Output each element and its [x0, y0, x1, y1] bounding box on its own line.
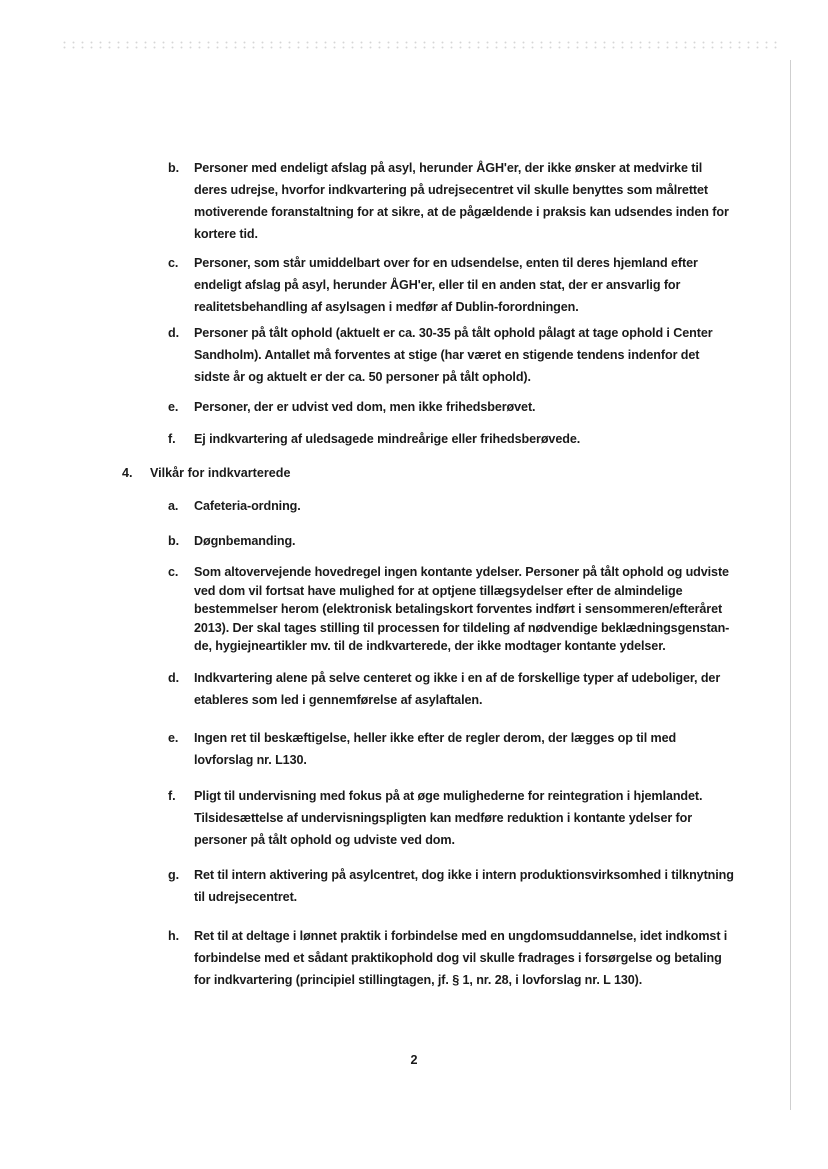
list-item-label: a. — [168, 499, 179, 513]
text-line: til udrejsecentret. — [194, 890, 298, 904]
list-item — [168, 428, 581, 450]
text-line: Indkvartering alene på selve centeret og ikke i en af de forskellige typer af udeboliger, der — [194, 671, 721, 685]
list-item-label: e. — [168, 731, 179, 745]
text-line: Personer, som står umiddelbart over for en udsendelse, enten til deres hjemland efter — [194, 256, 698, 270]
text-line: Pligt til undervisning med fokus på at øge mulighederne for reintegration i hjemlandet. — [194, 789, 703, 803]
list-item — [168, 727, 677, 771]
text-line: de, hygiejneartikler mv. til de indkvarterede, der ikke modtager kontante ydelser. — [194, 639, 666, 653]
text-line: Sandholm). Antallet må forventes at stige (har været en stigende tendens indenfor det — [194, 348, 700, 362]
list-item-label: f. — [168, 432, 176, 446]
text-line: Ingen ret til beskæftigelse, heller ikke efter de regler derom, der lægges op til med — [194, 731, 677, 745]
list-item — [168, 864, 734, 908]
section-heading — [122, 462, 290, 484]
text-line: Tilsidesættelse af undervisningspligten kan medføre reduktion i kontante ydelser for — [194, 811, 693, 825]
text-line: Personer med endeligt afslag på asyl, herunder ÅGH'er, der ikke ønsker at medvirke til — [194, 161, 703, 175]
list-item — [168, 157, 729, 245]
text-line: lovforslag nr. L130. — [194, 753, 307, 767]
list-item — [168, 530, 296, 552]
list-item — [168, 667, 721, 711]
text-line: bestemmelser herom (elektronisk betalingskort forventes indført i sensommeren/efteråret — [194, 602, 723, 616]
list-item-label: c. — [168, 256, 179, 270]
list-item — [168, 563, 730, 656]
text-line: Ej indkvartering af uledsagede mindreårige eller frihedsberøvede. — [194, 432, 581, 446]
text-line: Døgnbemanding. — [194, 534, 296, 548]
text-line: endeligt afslag på asyl, herunder ÅGH'er, eller til en anden stat, der er ansvarlig for — [194, 278, 681, 292]
text-line: 2013). Der skal tages stilling til processen for tildeling af nødvendige beklædningsgenstan- — [194, 620, 730, 635]
list-item-label: f. — [168, 789, 176, 803]
list-item-label: h. — [168, 929, 179, 943]
text-line: Personer på tålt ophold (aktuelt er ca. 30-35 på tålt ophold pålagt at tage ophold i Center — [194, 326, 713, 340]
list-item — [168, 495, 301, 517]
text-line: Ret til at deltage i lønnet praktik i forbindelse med en ungdomsuddannelse, idet indkomst i — [194, 929, 728, 943]
list-item — [168, 785, 703, 851]
text-line: Personer, der er udvist ved dom, men ikke frihedsberøvet. — [194, 400, 536, 414]
text-line: motiverende foranstaltning for at sikre, at de pågældende i praksis kan udsendes inden for — [194, 205, 729, 219]
text-line: Ret til intern aktivering på asylcentret, dog ikke i intern produktionsvirksomhed i tilknytning — [194, 868, 734, 882]
list-item — [168, 396, 536, 418]
section-title: Vilkår for indkvarterede — [150, 466, 291, 480]
list-item-label: e. — [168, 400, 179, 414]
list-item — [168, 252, 698, 318]
text-line: Som altovervejende hovedregel ingen kontante ydelser. Personer på tålt ophold og udviste — [194, 565, 729, 579]
text-line: kortere tid. — [194, 227, 258, 241]
page-number: 2 — [410, 1053, 418, 1067]
text-line: deres udrejse, hvorfor indkvartering på udrejsecentret vil skulle benyttes som målrettet — [194, 183, 709, 197]
list-item-label: b. — [168, 534, 179, 548]
text-line: Cafeteria-ordning. — [194, 499, 301, 513]
list-item-label: d. — [168, 671, 179, 685]
text-line: realitetsbehandling af asylsagen i medfør af Dublin-forordningen. — [194, 300, 579, 314]
text-line: sidste år og aktuelt er der ca. 50 personer på tålt ophold). — [194, 370, 531, 384]
text-line: forbindelse med et sådant praktikophold dog vil skulle fradrages i forsørgelse og betaling — [194, 951, 722, 965]
text-line: personer på tålt ophold og udviste ved dom. — [194, 833, 455, 847]
scan-edge-line — [790, 60, 791, 1110]
list-item — [168, 925, 728, 991]
section-number: 4. — [122, 466, 133, 480]
text-line: for indkvartering (principiel stillingtagen, jf. § 1, nr. 28, i lovforslag nr. L 130). — [194, 973, 643, 987]
list-item-label: c. — [168, 565, 179, 579]
scan-noise — [60, 40, 780, 50]
list-item-label: b. — [168, 161, 179, 175]
text-line: etableres som led i gennemførelse af asylaftalen. — [194, 693, 483, 707]
list-item — [168, 322, 713, 388]
text-line: ved dom vil fortsat have mulighed for at optjene tillægsydelser efter de almindelige — [194, 583, 683, 598]
list-item-label: g. — [168, 868, 179, 882]
list-item-label: d. — [168, 326, 179, 340]
